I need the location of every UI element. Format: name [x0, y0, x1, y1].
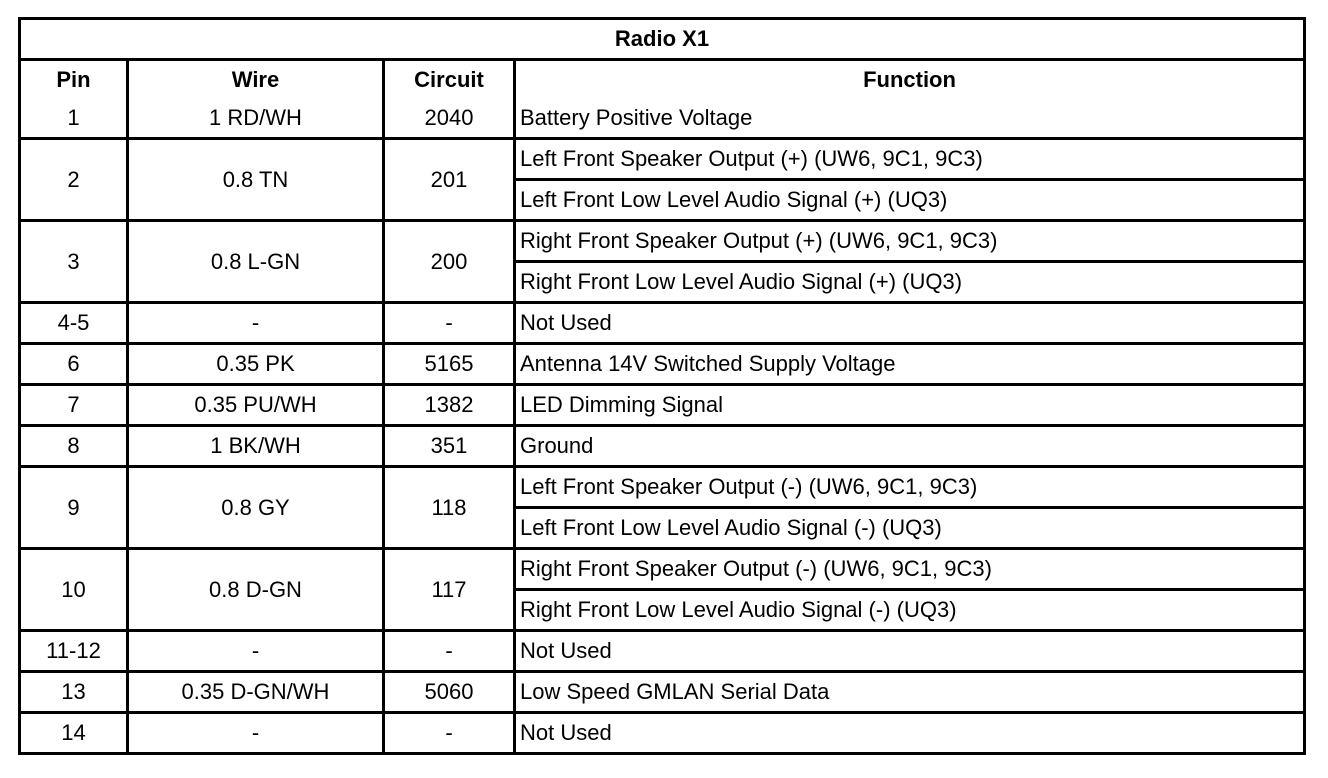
function-cell: Right Front Low Level Audio Signal (+) (UQ3)	[516, 263, 1303, 304]
table-row	[21, 550, 1303, 591]
wire-cell: 0.8 D-GN	[129, 550, 385, 632]
function-cell: Not Used	[520, 720, 612, 745]
function-cell: LED Dimming Signal	[516, 386, 1303, 427]
wire-cell: 0.8 GY	[129, 468, 385, 550]
table-row	[21, 140, 1303, 181]
table-row	[21, 99, 1303, 140]
function-cell: Right Front Speaker Output (+) (UW6, 9C1, 9C3)	[516, 222, 1303, 263]
wire-cell: 0.35 D-GN/WH	[129, 673, 385, 714]
circuit-cell: -	[385, 632, 516, 673]
function-cell: Left Front Low Level Audio Signal (-) (UQ3)	[516, 509, 1303, 550]
function-cell: Low Speed GMLAN Serial Data	[516, 673, 1303, 714]
wire-cell: 0.8 L-GN	[129, 222, 385, 304]
circuit-cell: 201	[385, 140, 516, 222]
function-cell: Left Front Low Level Audio Signal (+) (UQ3)	[516, 181, 1303, 222]
function-cell: Not Used	[516, 632, 1303, 673]
table-row	[21, 386, 1303, 427]
function-cell: Right Front Speaker Output (-) (UW6, 9C1, 9C3)	[516, 550, 1303, 591]
table-row	[21, 222, 1303, 263]
function-cell: Antenna 14V Switched Supply Voltage	[516, 345, 1303, 386]
circuit-cell: 118	[385, 468, 516, 550]
circuit-cell: 5060	[385, 673, 516, 714]
table-row	[21, 345, 1303, 386]
table-body	[21, 99, 1303, 752]
table-header-row	[21, 61, 1303, 99]
header-wire: Wire	[129, 61, 385, 99]
wire-cell: -	[129, 714, 385, 752]
table-row	[21, 673, 1303, 714]
pin-cell: 10	[21, 550, 129, 632]
circuit-cell: 1382	[385, 386, 516, 427]
function-cell: Left Front Speaker Output (-) (UW6, 9C1, 9C3)	[516, 468, 1303, 509]
circuit-cell: 351	[385, 427, 516, 468]
pin-cell: 7	[21, 386, 129, 427]
table-title: Radio X1	[21, 20, 1303, 61]
function-cell: Left Front Speaker Output (+) (UW6, 9C1, 9C3)	[516, 140, 1303, 181]
circuit-cell: 5165	[385, 345, 516, 386]
pin-cell: 11-12	[21, 632, 129, 673]
wire-cell: 0.35 PK	[129, 345, 385, 386]
pin-cell: 2	[21, 140, 129, 222]
circuit-cell: 200	[385, 222, 516, 304]
connector-pinout-table	[18, 17, 1306, 755]
table-title-row	[21, 20, 1303, 61]
table-row	[21, 714, 1303, 752]
header-circuit: Circuit	[385, 61, 516, 99]
table-row	[21, 427, 1303, 468]
table-row	[21, 468, 1303, 509]
table-row	[21, 304, 1303, 345]
wire-cell: -	[129, 304, 385, 345]
wire-cell: 0.35 PU/WH	[129, 386, 385, 427]
table-row	[21, 632, 1303, 673]
circuit-cell: -	[385, 304, 516, 345]
pin-cell: 3	[21, 222, 129, 304]
wire-cell: -	[129, 632, 385, 673]
pin-cell: 13	[21, 673, 129, 714]
wire-cell: 1 BK/WH	[129, 427, 385, 468]
pin-cell: 1	[21, 99, 129, 140]
function-cell: Not Used	[516, 304, 1303, 345]
wire-cell: 1 RD/WH	[129, 99, 385, 140]
circuit-cell: -	[385, 714, 516, 752]
pin-cell: 4-5	[21, 304, 129, 345]
header-function: Function	[863, 67, 956, 92]
wire-cell: 0.8 TN	[129, 140, 385, 222]
function-cell: Battery Positive Voltage	[516, 99, 1303, 140]
pin-cell: 9	[21, 468, 129, 550]
header-pin: Pin	[21, 61, 129, 99]
pin-cell: 6	[21, 345, 129, 386]
circuit-cell: 2040	[385, 99, 516, 140]
function-cell: Right Front Low Level Audio Signal (-) (UQ3)	[516, 591, 1303, 632]
function-cell: Ground	[516, 427, 1303, 468]
pin-cell: 14	[21, 714, 129, 752]
circuit-cell: 117	[385, 550, 516, 632]
pin-cell: 8	[21, 427, 129, 468]
